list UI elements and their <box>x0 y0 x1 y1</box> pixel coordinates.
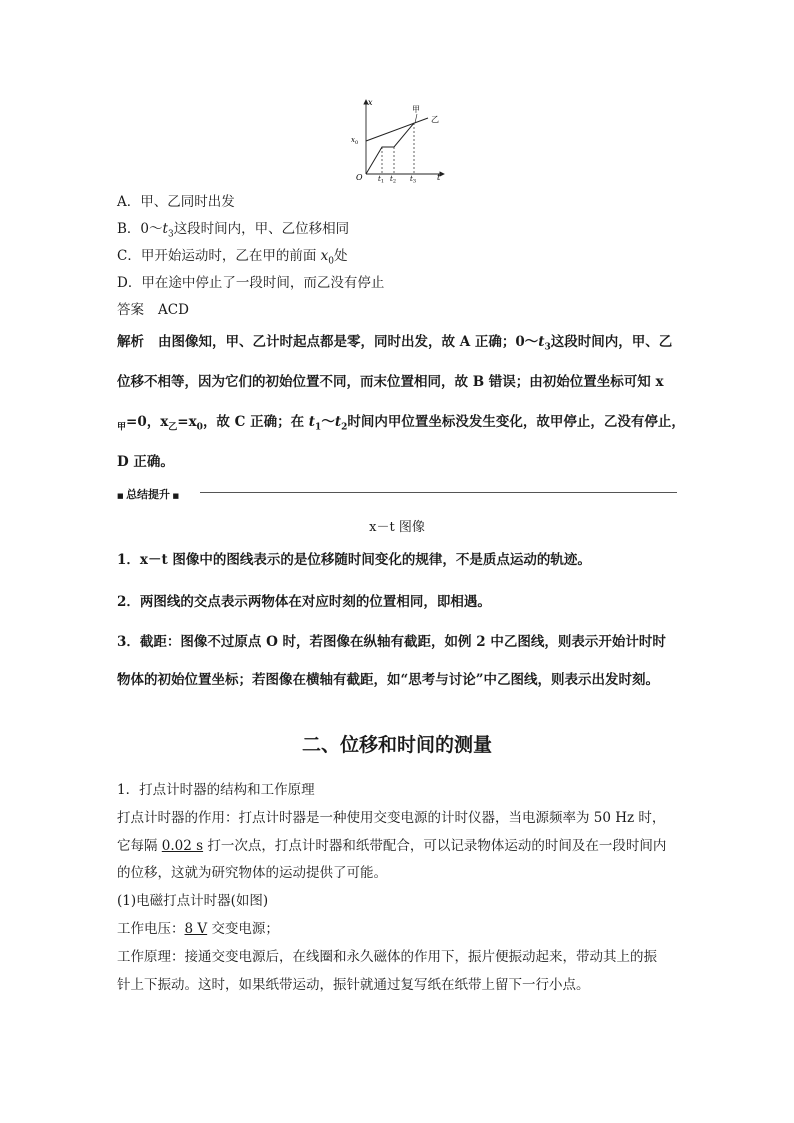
analysis-l3-sub2: 乙 <box>168 422 178 433</box>
analysis-l3-var2: t <box>334 414 342 430</box>
option-c-pre: C．甲开始运动时，乙在甲的前面 <box>117 248 321 264</box>
analysis-l3-sub3: 0 <box>196 422 203 433</box>
analysis-line-2: 位移不相等，因为它们的初始位置不同，而末位置相同，故 B 错误；由初始位置坐标可知 x <box>117 374 664 390</box>
analysis-l3-d: ～ <box>321 414 335 430</box>
analysis-line-3 <box>117 410 685 433</box>
summary-bullet-left: ■ <box>117 492 127 500</box>
section-voltage-suffix: 交变电源； <box>207 921 279 937</box>
section-principle-line-2: 针上下振动。这时，如果纸带运动，振针就通过复写纸在纸带上留下一行小点。 <box>117 977 590 993</box>
summary-rule <box>200 492 677 493</box>
section-sub-1: (1)电磁打点计时器(如图) <box>117 893 269 909</box>
summary-item-1: 1．x－t 图像中的图线表示的是位移随时间变化的规律，不是质点运动的轨迹。 <box>117 552 591 568</box>
analysis-l1-sub: 3 <box>544 342 551 353</box>
option-c-post: 处 <box>333 248 348 264</box>
analysis-l3-sub4: 1 <box>315 422 322 433</box>
label-jia-pointer <box>415 114 417 123</box>
summary-item-2: 2．两图线的交点表示两物体在对应时刻的位置相同，即相遇。 <box>117 594 491 610</box>
analysis-l1-b: 这段时间内，甲、乙 <box>550 334 673 350</box>
answer-value: ACD <box>158 302 189 318</box>
section-title: 二、位移和时间的测量 <box>301 734 492 756</box>
summary-bullet-right: ■ <box>170 492 180 500</box>
option-c-var: x <box>320 248 329 264</box>
analysis-label: 解析 <box>117 334 144 350</box>
option-a: A．甲、乙同时出发 <box>117 194 235 210</box>
summary-header-text: 总结提升 <box>126 488 171 501</box>
tick-t1: $t_1$ <box>378 175 385 184</box>
analysis-l1-var: t <box>538 334 545 350</box>
section-voltage <box>117 917 279 937</box>
xt-graph-figure <box>348 96 448 184</box>
section-p1-l2-b: 打一次点，打点计时器和纸带配合，可以记录物体运动的时间及在一段时间内 <box>203 838 667 854</box>
analysis-l3-c: ，故 C 正确；在 <box>202 414 309 430</box>
option-b-post: 这段时间内，甲、乙位移相同 <box>173 221 350 237</box>
analysis-line-1 <box>117 330 672 353</box>
section-p1-line-2 <box>117 834 666 854</box>
analysis-l3-sub5: 2 <box>341 422 348 433</box>
section-heading-1: 1．打点计时器的结构和工作原理 <box>117 782 315 798</box>
analysis-l1-a: 由图像知，甲、乙计时起点都是零，同时出发，故 A 正确；0～ <box>158 334 539 350</box>
option-c-sub: 0 <box>328 256 334 267</box>
x-axis-label: t <box>437 173 441 182</box>
summary-header <box>117 486 179 502</box>
tick-t2: $t_2$ <box>390 175 397 184</box>
label-jia: 甲 <box>412 105 420 114</box>
section-p1-l2-underlined: 0.02 s <box>161 838 204 854</box>
option-c <box>117 244 347 267</box>
line-yi <box>366 118 428 141</box>
analysis-line-4: D 正确。 <box>117 454 174 470</box>
section-p1-line-1: 打点计时器的作用：打点计时器是一种使用交变电源的计时仪器，当电源频率为 50 Hz 时， <box>117 810 666 826</box>
line-jia <box>366 123 414 174</box>
tick-t3: $t_3$ <box>410 175 417 184</box>
analysis-l3-var1: t <box>308 414 316 430</box>
option-d: D．甲在途中停止了一段时间，而乙没有停止 <box>117 275 385 291</box>
answer-label: 答案 <box>117 302 144 318</box>
summary-title: x－t 图像 <box>369 520 425 535</box>
option-b-pre: B．0～ <box>117 221 163 237</box>
section-voltage-label: 工作电压： <box>117 921 185 937</box>
analysis-l3-b: =x <box>177 414 197 430</box>
section-p1-l2-a: 它每隔 <box>117 838 162 854</box>
summary-item-3-line-2: 物体的初始位置坐标；若图像在横轴有截距，如“思考与讨论”中乙图线，则表示出发时刻。 <box>117 672 660 688</box>
option-b-sub: 3 <box>167 229 174 240</box>
option-b-var: t <box>162 221 168 237</box>
x0-label: $x_0$ <box>351 136 359 146</box>
section-p1-line-3: 的位移，这就为研究物体的运动提供了可能。 <box>117 865 387 881</box>
answer <box>117 298 189 318</box>
origin-label: O <box>356 173 363 182</box>
analysis-l3-e: 时间内甲位置坐标没发生变化，故甲停止，乙没有停止， <box>347 414 685 430</box>
summary-item-3-line-1: 3．截距：图像不过原点 O 时，若图像在纵轴有截距，如例 2 中乙图线，则表示开始计时时 <box>117 634 666 650</box>
y-axis-label: x <box>368 98 373 107</box>
section-principle-line-1: 工作原理：接通交变电源后，在线圈和永久磁体的作用下，振片便振动起来，带动其上的振 <box>117 949 657 965</box>
option-b <box>117 217 349 240</box>
label-yi: 乙 <box>431 115 439 124</box>
section-voltage-value: 8 V <box>184 921 208 937</box>
analysis-l3-a: =0，x <box>126 414 169 430</box>
analysis-l3-sub1: 甲 <box>117 422 127 433</box>
